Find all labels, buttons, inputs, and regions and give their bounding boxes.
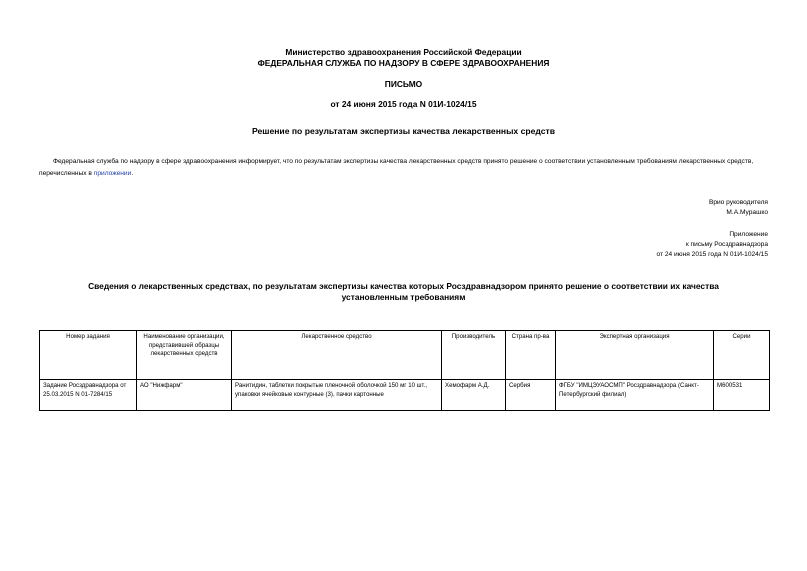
header-series: Серии xyxy=(714,331,770,380)
doc-date: от 24 июня 2015 года N 01И-1024/15 xyxy=(330,99,477,109)
table-header-row xyxy=(40,331,770,380)
header-task-no: Номер задания xyxy=(40,331,137,380)
appendix-label: Приложение xyxy=(729,231,768,238)
signature-name: М.А.Мурашко xyxy=(726,209,768,216)
cell-expert-org: ФГБУ "ИМЦЭУАОСМП" Росздравнадзора (Санкт-Петербургский филиал) xyxy=(556,380,714,411)
cell-task-no: Задание Росздравнадзора от 25.03.2015 N 01-7284/15 xyxy=(40,380,137,411)
header-drug: Лекарственное средство xyxy=(232,331,442,380)
table-row xyxy=(40,380,770,411)
body-end: . xyxy=(131,169,134,177)
cell-manufacturer: Хемофарм А.Д. xyxy=(442,380,506,411)
cell-org-name: АО "Нижфарм" xyxy=(137,380,232,411)
appendix-line3: от 24 июня 2015 года N 01И-1024/15 xyxy=(656,251,768,258)
signature-position: Врио руководителя xyxy=(708,199,768,206)
cell-drug: Ранитидин, таблетки покрытые пленочной оболочкой 150 мг 10 шт., упаковки ячейковые контурные (3), пачки картонные xyxy=(232,380,442,411)
letter-subject: Решение по результатам экспертизы качества лекарственных средств xyxy=(251,126,556,136)
service-name: ФЕДЕРАЛЬНАЯ СЛУЖБА ПО НАДЗОРУ В СФЕРЕ ЗДРАВООХРАНЕНИЯ xyxy=(257,58,550,68)
appendix-link[interactable]: приложении xyxy=(93,169,132,177)
header-manufacturer: Производитель xyxy=(442,331,506,380)
ministry-name: Министерство здравоохранения Российской Федерации xyxy=(285,47,522,57)
doc-type: ПИСЬМО xyxy=(384,79,423,89)
appendix-line2: к письму Росздравнадзора xyxy=(685,241,768,248)
body-paragraph xyxy=(39,156,769,179)
appendix-block xyxy=(656,230,768,260)
section-title: Сведения о лекарственных средствах, по результатам экспертизы качества которых Росздравнадзором принято решение о соответствии их качества установленным требованиям xyxy=(88,281,719,302)
drugs-table xyxy=(39,330,770,411)
header-org-name: Наименование организации, представившей образцы лекарственных средств xyxy=(137,331,232,380)
signature-block xyxy=(709,198,768,218)
body-text: Федеральная служба по надзору в сфере здравоохранения информирует, что по результатам экспертизы качества лекарственных средств принято решение о соответствии установленным требованиям лекарственных средств, перечисленных в xyxy=(39,158,754,177)
cell-series: М600531 xyxy=(714,380,770,411)
cell-country: Сербия xyxy=(506,380,556,411)
header-country: Страна пр-ва xyxy=(506,331,556,380)
header-expert-org: Экспертная организация xyxy=(556,331,714,380)
